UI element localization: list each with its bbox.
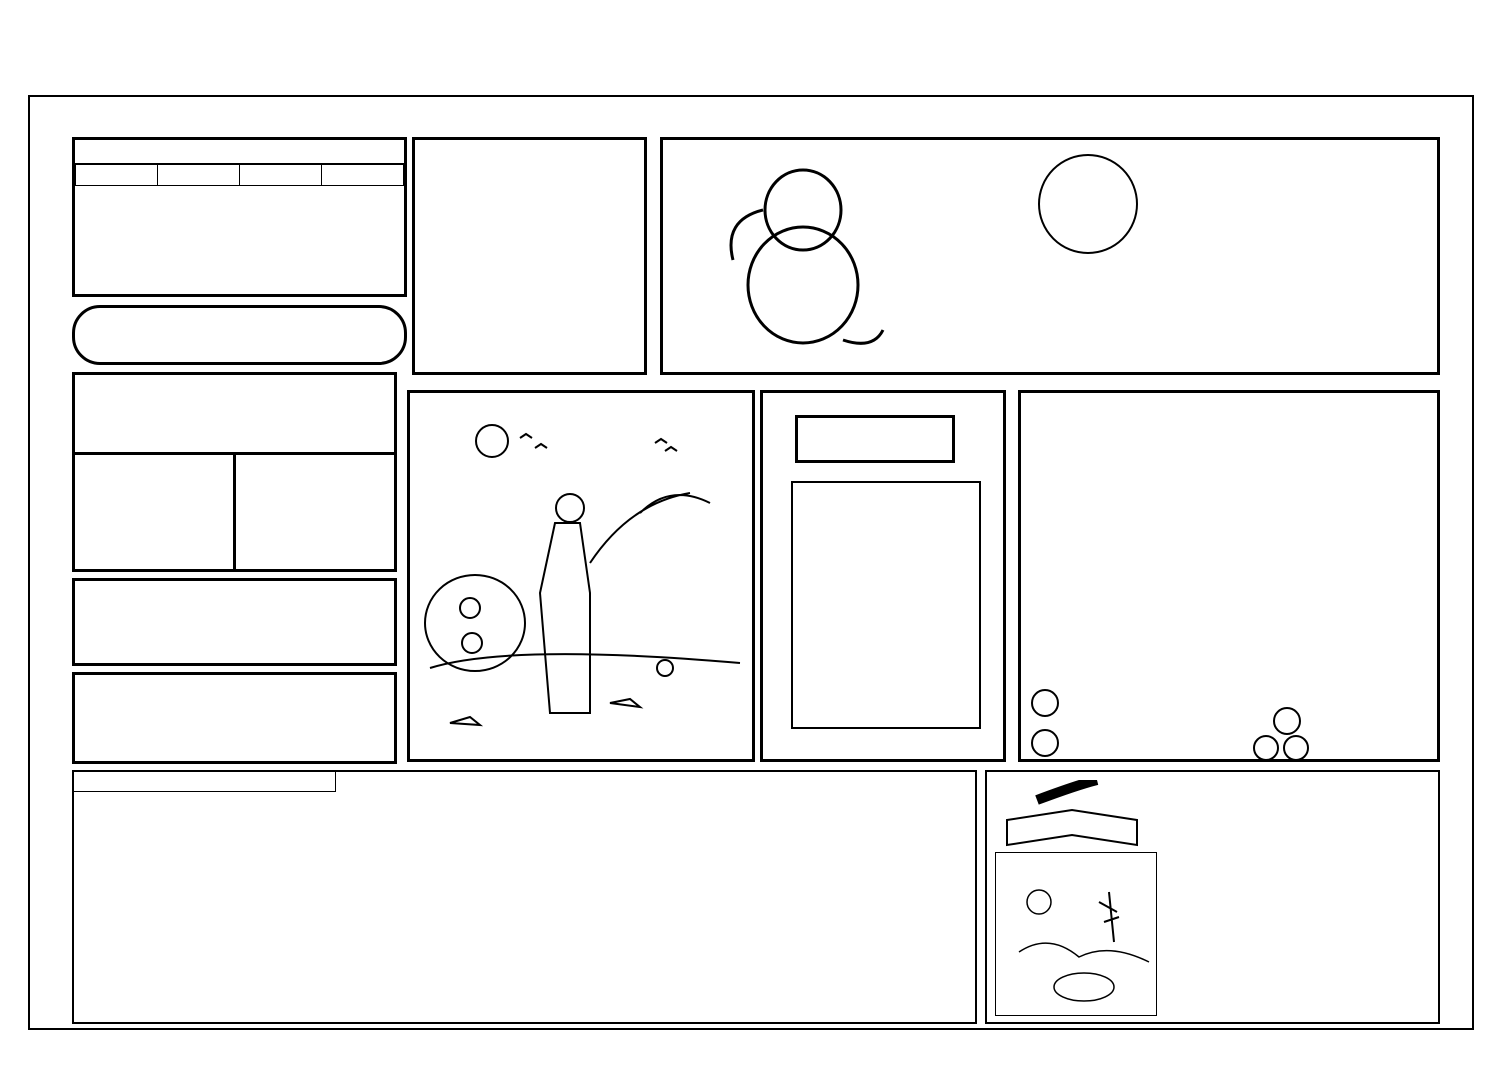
book-icon <box>997 780 1147 850</box>
analysis-col-right <box>1243 455 1439 695</box>
treasure-box <box>760 390 1006 762</box>
illustration-box <box>407 390 755 762</box>
woman-drawing-icon <box>410 393 752 759</box>
analysis-num <box>1031 729 1059 757</box>
rank-header <box>158 165 240 186</box>
solution-box <box>985 770 1440 1024</box>
analysis-col-left <box>1031 455 1231 695</box>
analysis-num <box>1283 735 1309 761</box>
rank-header <box>76 165 158 186</box>
history-title <box>74 772 336 792</box>
tip-box <box>412 137 647 375</box>
banner <box>660 137 1440 375</box>
analysis-num <box>1273 707 1301 735</box>
analysis-box <box>1018 390 1440 762</box>
open-odd <box>236 455 394 569</box>
history-box <box>72 770 977 1024</box>
analysis-num <box>1253 735 1279 761</box>
open-numbers-box <box>72 578 397 666</box>
rank-header <box>322 165 404 186</box>
rank-table <box>75 164 404 186</box>
seal <box>1038 154 1138 254</box>
treasure-title <box>795 415 955 463</box>
gourd-icon <box>723 150 893 360</box>
rank-table-box <box>72 137 407 297</box>
open-title <box>75 375 394 455</box>
rank-table-title <box>75 140 404 164</box>
special-box <box>72 672 397 764</box>
number-grid <box>340 774 974 1022</box>
landscape-icon <box>999 882 1153 1012</box>
rank-header <box>240 165 322 186</box>
balls-box <box>72 305 407 365</box>
analysis-num <box>1031 689 1059 717</box>
open-box <box>72 372 397 572</box>
poem <box>807 513 967 713</box>
open-small <box>75 455 236 569</box>
